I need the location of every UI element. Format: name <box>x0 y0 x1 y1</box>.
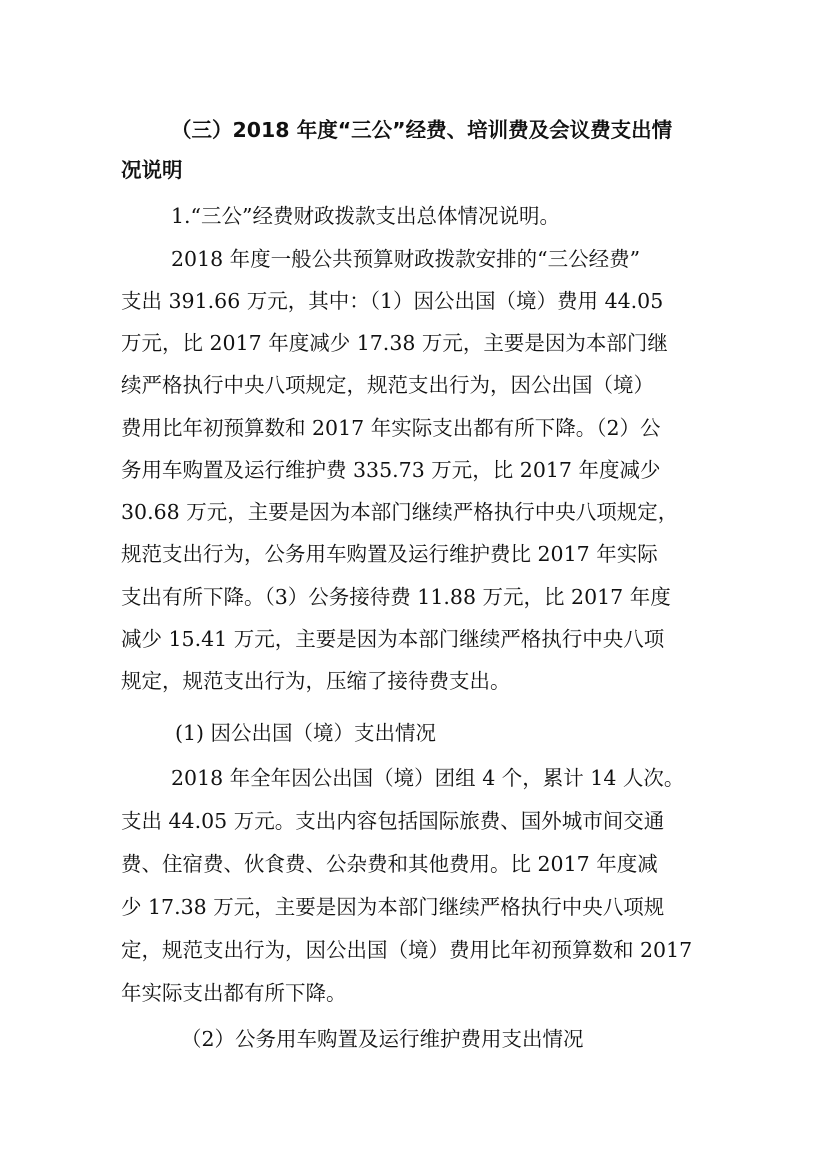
summary-line-1: 2018 年度一般公共预算财政拨款安排的“三公经费” <box>171 247 641 271</box>
subsection-1-line-5: 定，规范支出行为，因公出国（境）费用比年初预算数和 2017 <box>121 938 693 962</box>
subsection-1-line-1: 2018 年全年因公出国（境）团组 4 个，累计 14 人次。 <box>171 766 685 790</box>
summary-line-8: 规范支出行为，公务用车购置及运行维护费比 2017 年实际 <box>121 542 658 566</box>
summary-line-5: 费用比年初预算数和 2017 年实际支出都有所下降。（2）公 <box>121 416 661 440</box>
section-heading-line-1: （三）2018 年度“三公”经费、培训费及会议费支出情 <box>171 118 673 142</box>
subsection-1-line-6: 年实际支出都有所下降。 <box>121 981 347 1005</box>
subsection-2-title: （2）公务用车购置及运行维护费用支出情况 <box>181 1027 584 1051</box>
item-1-title: 1.“三公”经费财政拨款支出总体情况说明。 <box>171 204 561 228</box>
summary-line-2: 支出 391.66 万元，其中：（1）因公出国（境）费用 44.05 <box>121 289 664 313</box>
summary-line-11: 规定，规范支出行为，压缩了接待费支出。 <box>121 669 511 693</box>
subsection-1-line-3: 费、住宿费、伙食费、公杂费和其他费用。比 2017 年度减 <box>121 852 658 876</box>
summary-line-6: 务用车购置及运行维护费 335.73 万元，比 2017 年度减少 <box>121 458 661 482</box>
summary-line-10: 减少 15.41 万元，主要是因为本部门继续严格执行中央八项 <box>121 627 665 651</box>
summary-line-9: 支出有所下降。（3）公务接待费 11.88 万元，比 2017 年度 <box>121 585 671 609</box>
summary-line-4: 续严格执行中央八项规定，规范支出行为，因公出国（境） <box>121 373 654 397</box>
summary-line-7: 30.68 万元，主要是因为本部门继续严格执行中央八项规定， <box>121 500 679 524</box>
subsection-1-title: (1) 因公出国（境）支出情况 <box>175 721 437 745</box>
summary-line-3: 万元，比 2017 年度减少 17.38 万元，主要是因为本部门继 <box>121 331 668 355</box>
subsection-1-line-2: 支出 44.05 万元。支出内容包括国际旅费、国外城市间交通 <box>121 809 665 833</box>
section-heading-line-2: 况说明 <box>121 158 183 182</box>
subsection-1-line-4: 少 17.38 万元，主要是因为本部门继续严格执行中央八项规 <box>121 895 665 919</box>
